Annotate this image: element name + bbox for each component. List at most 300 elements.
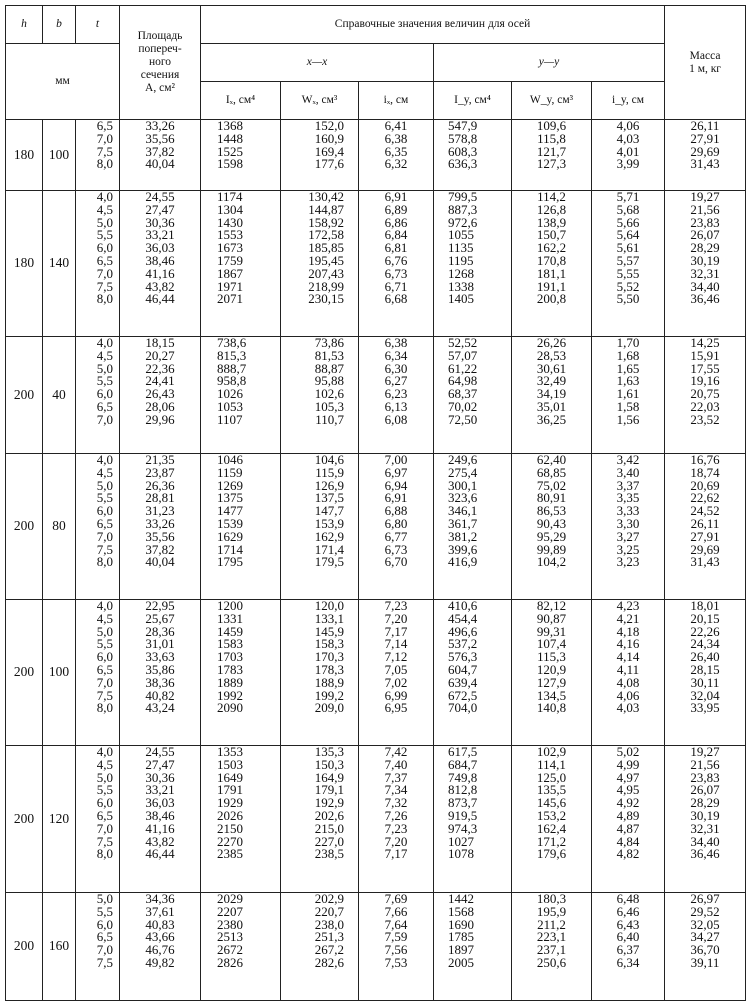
value-Wx: 130,42 [308,189,344,204]
value-Ix: 2207 [217,903,243,919]
value-t: 6,0 [96,916,113,932]
value-t: 4,0 [96,335,113,350]
value-Ix: 1539 [217,515,243,531]
value-iy: 4,82 [616,846,640,862]
value-Ix: 1503 [217,756,243,772]
value-iy: 4,97 [616,769,640,785]
value-m: 34,40 [690,278,720,294]
value-Iy: 52,52 [448,335,478,350]
value-Ix: 1107 [217,411,243,427]
value-ix: 6,68 [384,291,408,307]
value-ix: 7,20 [384,610,408,626]
value-A: 33,26 [145,118,175,133]
value-t: 5,5 [96,373,113,389]
cell-A [120,600,201,746]
value-Ix: 1971 [217,278,243,294]
cell-Wx [281,454,359,600]
value-Wx: 153,9 [314,515,344,531]
value-ix: 6,76 [384,252,408,268]
cell-Wy [512,746,592,893]
cell-Wx [281,120,359,191]
value-Wy: 121,7 [536,143,567,159]
value-Iy: 974,3 [448,820,478,836]
value-m: 14,25 [690,335,720,350]
value-t: 7,5 [96,278,113,294]
value-iy: 4,84 [616,833,640,849]
value-Ix: 2385 [217,846,243,862]
value-t: 5,0 [96,477,113,493]
value-ix: 6,13 [384,398,408,414]
value-Iy: 1027 [448,833,474,849]
value-iy: 6,34 [616,954,640,970]
value-iy: 5,02 [616,744,640,759]
value-ix: 7,23 [384,598,408,613]
value-iy: 5,52 [616,278,640,294]
cell-b: 80 [43,454,76,600]
value-Wx: 170,3 [314,649,344,665]
cell-Wx [281,337,359,454]
value-ix: 6,86 [384,214,408,230]
value-ix: 6,81 [384,240,408,256]
table-row-group [6,454,746,600]
value-iy: 5,55 [616,265,640,281]
value-t: 7,0 [96,820,113,836]
value-m: 26,11 [690,515,720,531]
value-m: 26,40 [690,649,720,665]
value-m: 24,34 [690,636,720,652]
value-t: 5,5 [96,903,113,919]
value-A: 27,47 [145,201,175,217]
value-Wx: 145,9 [314,623,344,639]
value-A: 27,47 [145,756,175,772]
value-Wy: 223,1 [536,929,567,945]
value-t: 6,0 [96,386,113,402]
value-Wy: 102,9 [536,744,567,759]
value-m: 34,27 [690,929,720,945]
value-Wy: 82,12 [536,598,567,613]
value-A: 30,36 [145,769,175,785]
cell-iy [592,337,665,454]
value-iy: 5,57 [616,252,640,268]
value-m: 18,01 [690,598,720,613]
value-Wy: 150,7 [536,227,567,243]
value-Ix: 2150 [217,820,243,836]
value-t: 4,5 [96,347,113,363]
value-Iy: 1135 [448,240,474,256]
value-t: 4,0 [96,744,113,759]
value-ix: 6,97 [384,464,408,480]
value-Wx: 202,9 [314,891,344,906]
value-Wx: 192,9 [314,795,344,811]
value-Wy: 107,4 [536,636,567,652]
value-Wy: 127,3 [536,156,567,172]
value-t: 7,5 [96,954,113,970]
value-Wy: 32,49 [536,373,567,389]
value-Ix: 2270 [217,833,243,849]
cell-Iy [434,120,512,191]
value-Ix: 1159 [217,464,243,480]
value-Iy: 684,7 [448,756,478,772]
value-Wy: 95,29 [536,528,567,544]
value-Wx: 230,15 [308,291,344,307]
value-Wy: 250,6 [536,954,567,970]
value-Wx: 81,53 [314,347,344,363]
value-Iy: 61,22 [448,360,478,376]
cell-Ix [201,746,281,893]
cell-Wx [281,600,359,746]
cell-Wx [281,746,359,893]
cell-m [665,120,746,191]
value-t: 6,5 [96,807,113,823]
value-ix: 6,41 [384,118,408,133]
value-iy: 4,23 [616,598,640,613]
value-Ix: 1174 [217,189,243,204]
value-m: 19,16 [690,373,720,389]
value-A: 41,16 [145,265,175,281]
value-Iy: 576,3 [448,649,478,665]
value-iy: 3,30 [616,515,640,531]
value-Wx: 172,58 [308,227,344,243]
value-ix: 6,30 [384,360,408,376]
value-iy: 4,08 [616,674,640,690]
cell-ix [359,191,434,337]
value-m: 32,31 [690,265,720,281]
value-Iy: 672,5 [448,687,478,703]
cell-t [76,454,120,600]
cell-m [665,337,746,454]
value-m: 29,52 [690,903,720,919]
value-Iy: 749,8 [448,769,478,785]
value-Ix: 2672 [217,942,243,958]
cell-Iy [434,454,512,600]
value-m: 26,07 [690,227,720,243]
value-ix: 7,40 [384,756,408,772]
cell-Iy [434,337,512,454]
value-t: 6,5 [96,118,113,133]
value-Wx: 88,87 [314,360,344,376]
value-Ix: 1649 [217,769,243,785]
value-Iy: 323,6 [448,490,478,506]
value-A: 21,35 [145,452,175,467]
value-Wy: 200,8 [536,291,567,307]
value-Wx: 238,5 [314,846,344,862]
cell-t [76,120,120,191]
value-ix: 6,35 [384,143,408,159]
value-ix: 7,23 [384,820,408,836]
cell-h: 200 [6,893,43,1001]
header-iy: i_y, см [592,82,665,120]
cell-m [665,454,746,600]
value-A: 46,76 [145,942,175,958]
value-Iy: 64,98 [448,373,478,389]
value-iy: 1,63 [616,373,640,389]
value-ix: 6,89 [384,201,408,217]
value-m: 21,56 [690,756,720,772]
value-Iy: 972,6 [448,214,478,230]
value-ix: 6,70 [384,554,408,570]
value-Iy: 1442 [448,891,474,906]
cell-Wy [512,337,592,454]
cell-ix [359,893,434,1001]
value-Wy: 28,53 [536,347,567,363]
value-iy: 6,48 [616,891,640,906]
value-ix: 6,32 [384,156,408,172]
value-Iy: 1338 [448,278,474,294]
value-t: 4,0 [96,189,113,204]
value-A: 26,43 [145,386,175,402]
value-ix: 7,26 [384,807,408,823]
value-m: 32,31 [690,820,720,836]
value-Iy: 381,2 [448,528,478,544]
value-iy: 5,66 [616,214,640,230]
value-A: 28,36 [145,623,175,639]
value-A: 43,66 [145,929,175,945]
value-Wy: 35,01 [536,398,567,414]
value-Ix: 1304 [217,201,243,217]
value-Wx: 135,3 [314,744,344,759]
value-iy: 4,03 [616,130,640,146]
header-t: t [76,6,120,44]
value-A: 24,41 [145,373,175,389]
value-ix: 7,17 [384,623,408,639]
cell-t [76,893,120,1001]
value-Wx: 202,6 [314,807,344,823]
value-iy: 1,65 [616,360,640,376]
value-Wy: 80,91 [536,490,567,506]
value-Wy: 135,5 [536,782,567,798]
value-iy: 5,61 [616,240,640,256]
cell-Wy [512,893,592,1001]
value-t: 8,0 [96,156,113,172]
cell-A [120,893,201,1001]
value-Iy: 410,6 [448,598,478,613]
value-t: 7,0 [96,130,113,146]
value-Wy: 140,8 [536,700,567,716]
table-row-group [6,191,746,337]
value-iy: 4,99 [616,756,640,772]
value-Ix: 1867 [217,265,243,281]
value-Wy: 120,9 [536,661,567,677]
value-Iy: 639,4 [448,674,478,690]
value-ix: 6,27 [384,373,408,389]
value-Ix: 1795 [217,554,243,570]
value-t: 4,5 [96,464,113,480]
value-Iy: 873,7 [448,795,478,811]
table-row-group [6,893,746,1001]
value-t: 6,5 [96,661,113,677]
value-A: 35,56 [145,130,175,146]
cell-h: 200 [6,600,43,746]
cell-t [76,191,120,337]
value-t: 7,0 [96,528,113,544]
value-Iy: 1268 [448,265,474,281]
value-iy: 3,27 [616,528,640,544]
value-Wx: 171,4 [314,541,344,557]
value-Wx: 218,99 [308,278,344,294]
value-A: 23,87 [145,464,175,480]
value-Wx: 195,45 [308,252,344,268]
value-Wy: 170,8 [536,252,567,268]
value-Wx: 207,43 [308,265,344,281]
value-Ix: 1046 [217,452,243,467]
value-Wx: 267,2 [314,942,344,958]
value-A: 29,96 [145,411,175,427]
value-m: 22,62 [690,490,720,506]
value-A: 33,63 [145,649,175,665]
value-Ix: 1598 [217,156,243,172]
value-Ix: 888,7 [217,360,247,376]
value-m: 26,07 [690,782,720,798]
value-Wy: 36,25 [536,411,567,427]
value-ix: 7,05 [384,661,408,677]
value-A: 38,36 [145,674,175,690]
value-Wx: 110,7 [315,411,344,427]
value-t: 8,0 [96,554,113,570]
value-m: 20,15 [690,610,720,626]
value-ix: 6,91 [384,490,408,506]
value-t: 6,5 [96,398,113,414]
value-A: 43,24 [145,700,175,716]
value-iy: 3,33 [616,503,640,519]
value-Ix: 1703 [217,649,243,665]
value-m: 32,04 [690,687,720,703]
value-Wx: 238,0 [314,916,344,932]
value-ix: 7,37 [384,769,408,785]
value-Iy: 604,7 [448,661,478,677]
value-Iy: 416,9 [448,554,478,570]
value-Wy: 127,9 [536,674,567,690]
value-iy: 3,40 [616,464,640,480]
value-ix: 6,23 [384,386,408,402]
header-area: Площадь попереч- ного сечения A, см² [120,6,201,120]
section-properties-table [5,5,746,1001]
value-Wy: 237,1 [536,942,567,958]
value-A: 35,86 [145,661,175,677]
value-Wx: 162,9 [314,528,344,544]
value-ix: 7,69 [384,891,408,906]
value-A: 36,03 [145,240,175,256]
value-Ix: 815,3 [217,347,247,363]
value-m: 16,76 [690,452,720,467]
value-A: 30,36 [145,214,175,230]
value-Iy: 68,37 [448,386,478,402]
cell-ix [359,600,434,746]
value-t: 6,0 [96,503,113,519]
cell-m [665,746,746,893]
value-Wy: 34,19 [536,386,567,402]
value-t: 5,5 [96,227,113,243]
value-t: 5,5 [96,636,113,652]
cell-Wy [512,454,592,600]
cell-iy [592,191,665,337]
value-Ix: 2029 [217,891,243,906]
value-t: 5,0 [96,623,113,639]
value-m: 36,46 [690,291,720,307]
value-m: 36,70 [690,942,720,958]
value-Ix: 1929 [217,795,243,811]
value-Ix: 1353 [217,744,243,759]
value-m: 30,19 [690,807,720,823]
value-A: 33,26 [145,515,175,531]
value-Iy: 537,2 [448,636,478,652]
value-m: 18,74 [690,464,720,480]
cell-Ix [201,120,281,191]
cell-b: 100 [43,120,76,191]
value-m: 33,95 [690,700,720,716]
value-A: 18,15 [145,335,175,350]
value-m: 30,11 [690,674,720,690]
value-iy: 5,71 [616,189,640,204]
value-iy: 3,35 [616,490,640,506]
value-m: 28,15 [690,661,720,677]
value-Wx: 126,9 [314,477,344,493]
cell-Iy [434,893,512,1001]
value-Wy: 153,2 [536,807,567,823]
value-Wy: 162,2 [536,240,567,256]
value-Ix: 1448 [217,130,243,146]
value-Wx: 158,3 [314,636,344,652]
value-A: 40,04 [145,554,175,570]
header-Ix: Iₓ, см⁴ [201,82,281,120]
value-t: 5,5 [96,490,113,506]
cell-Ix [201,600,281,746]
value-t: 5,0 [96,214,113,230]
value-Ix: 1477 [217,503,243,519]
value-Wx: 209,0 [314,700,344,716]
value-A: 40,04 [145,156,175,172]
value-m: 36,46 [690,846,720,862]
header-units-mm: мм [6,44,120,120]
value-ix: 7,42 [384,744,408,759]
value-Wy: 162,4 [536,820,567,836]
value-Wx: 215,0 [314,820,344,836]
value-A: 31,01 [145,636,175,652]
value-Wx: 160,9 [314,130,344,146]
value-A: 46,44 [145,846,175,862]
value-iy: 4,95 [616,782,640,798]
value-ix: 6,38 [384,130,408,146]
cell-Ix [201,191,281,337]
cell-Iy [434,746,512,893]
value-Ix: 738,6 [217,335,247,350]
value-iy: 4,01 [616,143,640,159]
cell-h: 200 [6,454,43,600]
value-Wy: 86,53 [536,503,567,519]
value-m: 22,03 [690,398,720,414]
value-Wx: 220,7 [314,903,344,919]
cell-m [665,191,746,337]
value-m: 34,40 [690,833,720,849]
header-mass: Масса 1 м, кг [665,6,746,120]
value-Wy: 179,6 [536,846,567,862]
table-row-group [6,337,746,454]
value-t: 8,0 [96,291,113,307]
value-m: 28,29 [690,240,720,256]
value-m: 26,11 [690,118,720,133]
value-iy: 4,18 [616,623,640,639]
value-Wx: 188,9 [314,674,344,690]
value-ix: 6,80 [384,515,408,531]
value-ix: 6,91 [384,189,408,204]
value-t: 4,0 [96,598,113,613]
value-A: 33,21 [145,227,175,243]
cell-t [76,337,120,454]
value-Wx: 105,3 [314,398,344,414]
value-iy: 5,64 [616,227,640,243]
header-reference-values: Справочные значения величин для осей [201,6,665,44]
value-Iy: 1785 [448,929,474,945]
value-Wx: 251,3 [314,929,344,945]
